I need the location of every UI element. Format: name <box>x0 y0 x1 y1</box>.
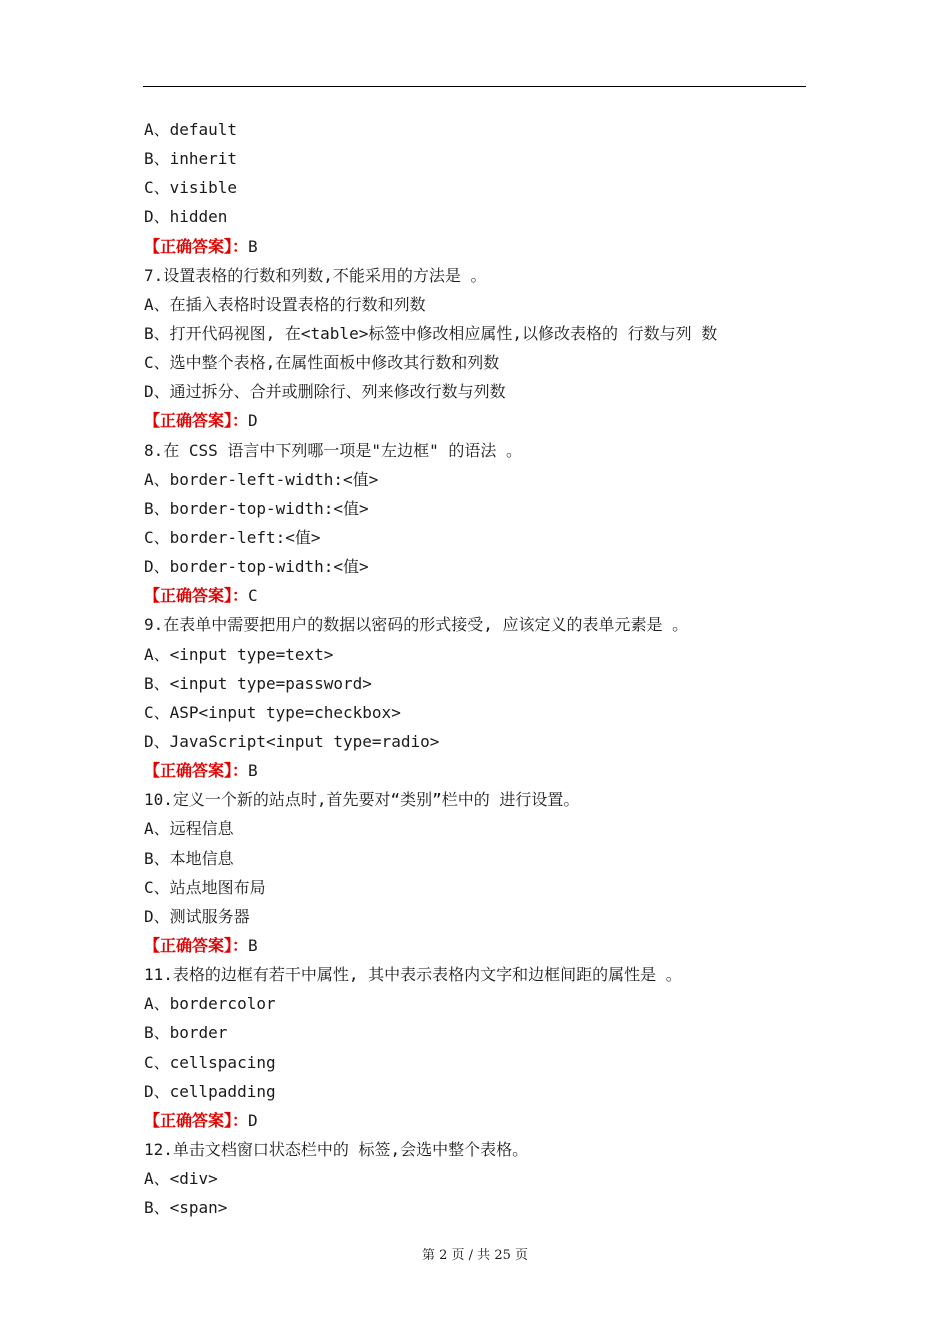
page-footer: 第 2 页 / 共 25 页 <box>422 1248 528 1263</box>
answer-value: B <box>248 935 258 955</box>
text-line: D、border-top-width:<值> <box>144 557 369 577</box>
header-rule <box>143 86 806 87</box>
text-line: 7.设置表格的行数和列数,不能采用的方法是 。 <box>144 265 487 285</box>
text-line: 8.在 CSS 语言中下列哪一项是"左边框" 的语法 。 <box>144 440 522 460</box>
text-line: 10.定义一个新的站点时,首先要对“类别”栏中的 进行设置。 <box>144 790 580 810</box>
answer-label: 【正确答案】： <box>144 1110 249 1130</box>
answer-label: 【正确答案】： <box>144 236 249 256</box>
text-line: A、远程信息 <box>144 819 234 839</box>
answer-value: C <box>248 586 258 606</box>
answer-label: 【正确答案】： <box>144 935 249 955</box>
answer-line <box>144 931 814 960</box>
answer-line <box>144 406 814 435</box>
text-line: D、通过拆分、合并或删除行、列来修改行数与列数 <box>144 382 506 402</box>
text-line: C、选中整个表格,在属性面板中修改其行数和列数 <box>144 353 500 373</box>
text-line: A、<div> <box>144 1169 218 1189</box>
answer-label: 【正确答案】： <box>144 411 249 431</box>
answer-value: B <box>248 236 258 256</box>
text-line: A、bordercolor <box>144 994 276 1014</box>
text-line: C、站点地图布局 <box>144 877 266 897</box>
text-line: 11.表格的边框有若干中属性, 其中表示表格内文字和边框间距的属性是 。 <box>144 965 682 985</box>
text-line: D、cellpadding <box>144 1081 276 1101</box>
answer-value: D <box>248 1110 258 1130</box>
answer-value: B <box>248 761 258 781</box>
text-line: C、visible <box>144 178 238 198</box>
text-line: D、hidden <box>144 207 228 227</box>
answer-label: 【正确答案】： <box>144 586 249 606</box>
text-line: B、本地信息 <box>144 848 234 868</box>
text-line: A、<input type=text> <box>144 644 334 664</box>
text-line: A、border-left-width:<值> <box>144 469 379 489</box>
text-line: B、inherit <box>144 149 238 169</box>
text-line: B、打开代码视图, 在<table>标签中修改相应属性,以修改表格的 行数与列 数 <box>144 323 718 343</box>
answer-value: D <box>248 411 258 431</box>
text-line: 9.在表单中需要把用户的数据以密码的形式接受, 应该定义的表单元素是 。 <box>144 615 689 635</box>
answer-line <box>144 232 814 261</box>
text-line: A、在插入表格时设置表格的行数和列数 <box>144 294 426 314</box>
answer-line <box>144 581 814 610</box>
text-line: B、<span> <box>144 1198 228 1218</box>
text-line: B、border <box>144 1023 228 1043</box>
answer-line <box>144 756 814 785</box>
text-line: D、JavaScript<input type=radio> <box>144 731 440 751</box>
text-line: B、<input type=password> <box>144 673 372 693</box>
text-line: 12.单击文档窗口状态栏中的 标签,会选中整个表格。 <box>144 1139 529 1159</box>
text-line: B、border-top-width:<值> <box>144 498 369 518</box>
answer-label: 【正确答案】： <box>144 761 249 781</box>
document-body <box>144 115 814 1222</box>
text-line: C、cellspacing <box>144 1052 276 1072</box>
text-line: C、ASP<input type=checkbox> <box>144 702 401 722</box>
text-line: A、default <box>144 120 238 139</box>
answer-line <box>144 1106 814 1135</box>
text-line: C、border-left:<值> <box>144 527 321 547</box>
text-line: D、测试服务器 <box>144 906 250 926</box>
